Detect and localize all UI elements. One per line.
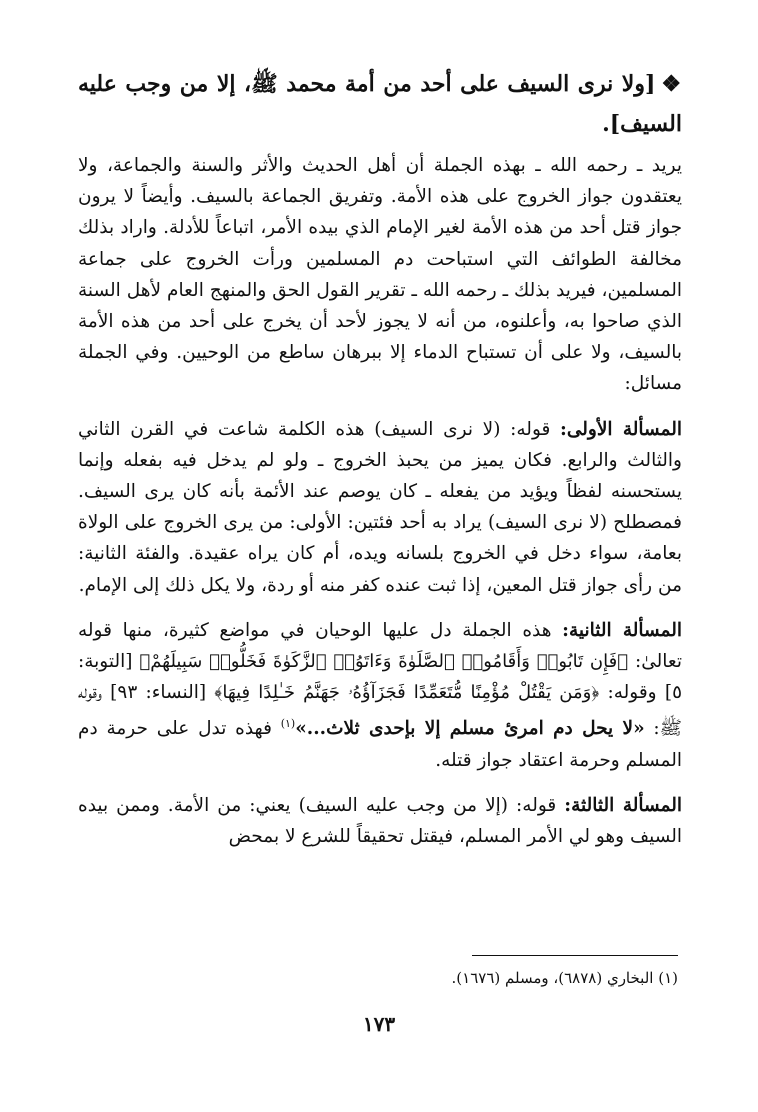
- verse-reference-nisa: [النساء: ٩٣] وقوله ﷺ:: [78, 682, 682, 740]
- verse-reference-tawbah: [التوبة: ٥] وقوله:: [78, 651, 682, 704]
- issue-one-text: قوله: (لا نرى السيف) هذه الكلمة شاعت في القرن الثاني والثالث والرابع. فكان يميز من يحبذ الخروج ـ ولو لم يدخل فيه بفعله وإنما يستحسنه لفظاً ويؤيد من يفعله ـ كان يوصم عند الأئمة بأنه كان يرى السيف. فمصطلح (لا نرى السيف) يراد به أحد فئتين: الأولى: من يرى الخروج على الولاة بعامة، سواء دخل في الخروج بلسانه ويده، أم كان يراه عقيدة. والفئة الثانية: من رأى جواز قتل المعين، إذا ثبت عنده كفر منه أو ردة، ولا يكل ذلك إلى الإمام.: [78, 418, 682, 596]
- quran-verse-nisa: ﴿وَمَن يَقْتُلْ مُؤْمِنًا مُّتَعَمِّدًا فَجَزَآؤُهُۥ جَهَنَّمُ خَـٰلِدًا فِيهَا﴾: [214, 682, 600, 704]
- heading-text: [ولا نرى السيف على أحد من أمة محمد ﷺ، إلا من وجب عليه السيف].: [78, 71, 682, 137]
- issue-two-text-conclusion: فهذه تدل على حرمة دم المسلم وحرمة اعتقاد جواز قتله.: [78, 718, 682, 771]
- page-number: ١٧٣: [362, 1012, 396, 1036]
- hadith-quote: «لا يحل دم امرئ مسلم إلا بإحدى ثلاث...»: [295, 718, 645, 740]
- footnote-marker[interactable]: (١): [280, 717, 296, 731]
- issue-three-paragraph: [78, 790, 682, 852]
- issue-two-text-intro: هذه الجملة دل عليها الوحيان في مواضع كثيرة، منها قوله تعالىٰ:: [78, 619, 682, 673]
- issue-two-lead: المسألة الثانية:: [562, 619, 682, 641]
- issue-two-paragraph: [78, 615, 682, 776]
- footnote-divider: [472, 955, 678, 956]
- section-heading: [78, 64, 682, 144]
- footnote: (١) البخاري (٦٨٧٨)، ومسلم (١٦٧٦).: [451, 969, 678, 987]
- issue-three-text: قوله: (إلا من وجب عليه السيف) يعني: من الأمة. وممن بيده السيف وهو لي الأمر المسلم، فيقتل تحقيقاً للشرع لا بمحض: [78, 795, 682, 848]
- bullet-icon: ❖: [661, 71, 682, 97]
- issue-one-paragraph: [78, 414, 682, 601]
- issue-one-lead: المسألة الأولى:: [560, 418, 682, 440]
- quran-verse-tawbah: ﴿فَإِن تَابُوا۟ وَأَقَامُوا۟ ٱلصَّلَوٰةَ وَءَاتَوُا۟ ٱلزَّكَوٰةَ فَخَلُّوا۟ سَبِيلَهُمْ﴾: [139, 651, 629, 673]
- page-body: [78, 64, 682, 852]
- issue-three-lead: المسألة الثالثة:: [564, 795, 682, 817]
- intro-paragraph: يريد ـ رحمه الله ـ بهذه الجملة أن أهل الحديث والأثر والسنة والجماعة، ولا يعتقدون جواز الخروج على هذه الأمة. وتفريق الجماعة بالسيف. وأيضاً لا يرون جواز قتل أحد من هذه الأمة لغير الإمام الذي بيده الأمر، اتباعاً للأدلة. واراد بذلك مخالفة الطوائف التي استباحت دم المسلمين ورأت الخروج على جماعة المسلمين، فيريد بذلك ـ رحمه الله ـ تقرير القول الحق والمنهج العام لأهل السنة الذي صاحوا به، وأعلنوه، من أنه لا يجوز لأحد أن يخرج على أحد من هذه الأمة بالسيف، ولا على أن تستباح الدماء إلا ببرهان ساطع من الوحيين. وفي الجملة مسائل:: [78, 155, 682, 395]
